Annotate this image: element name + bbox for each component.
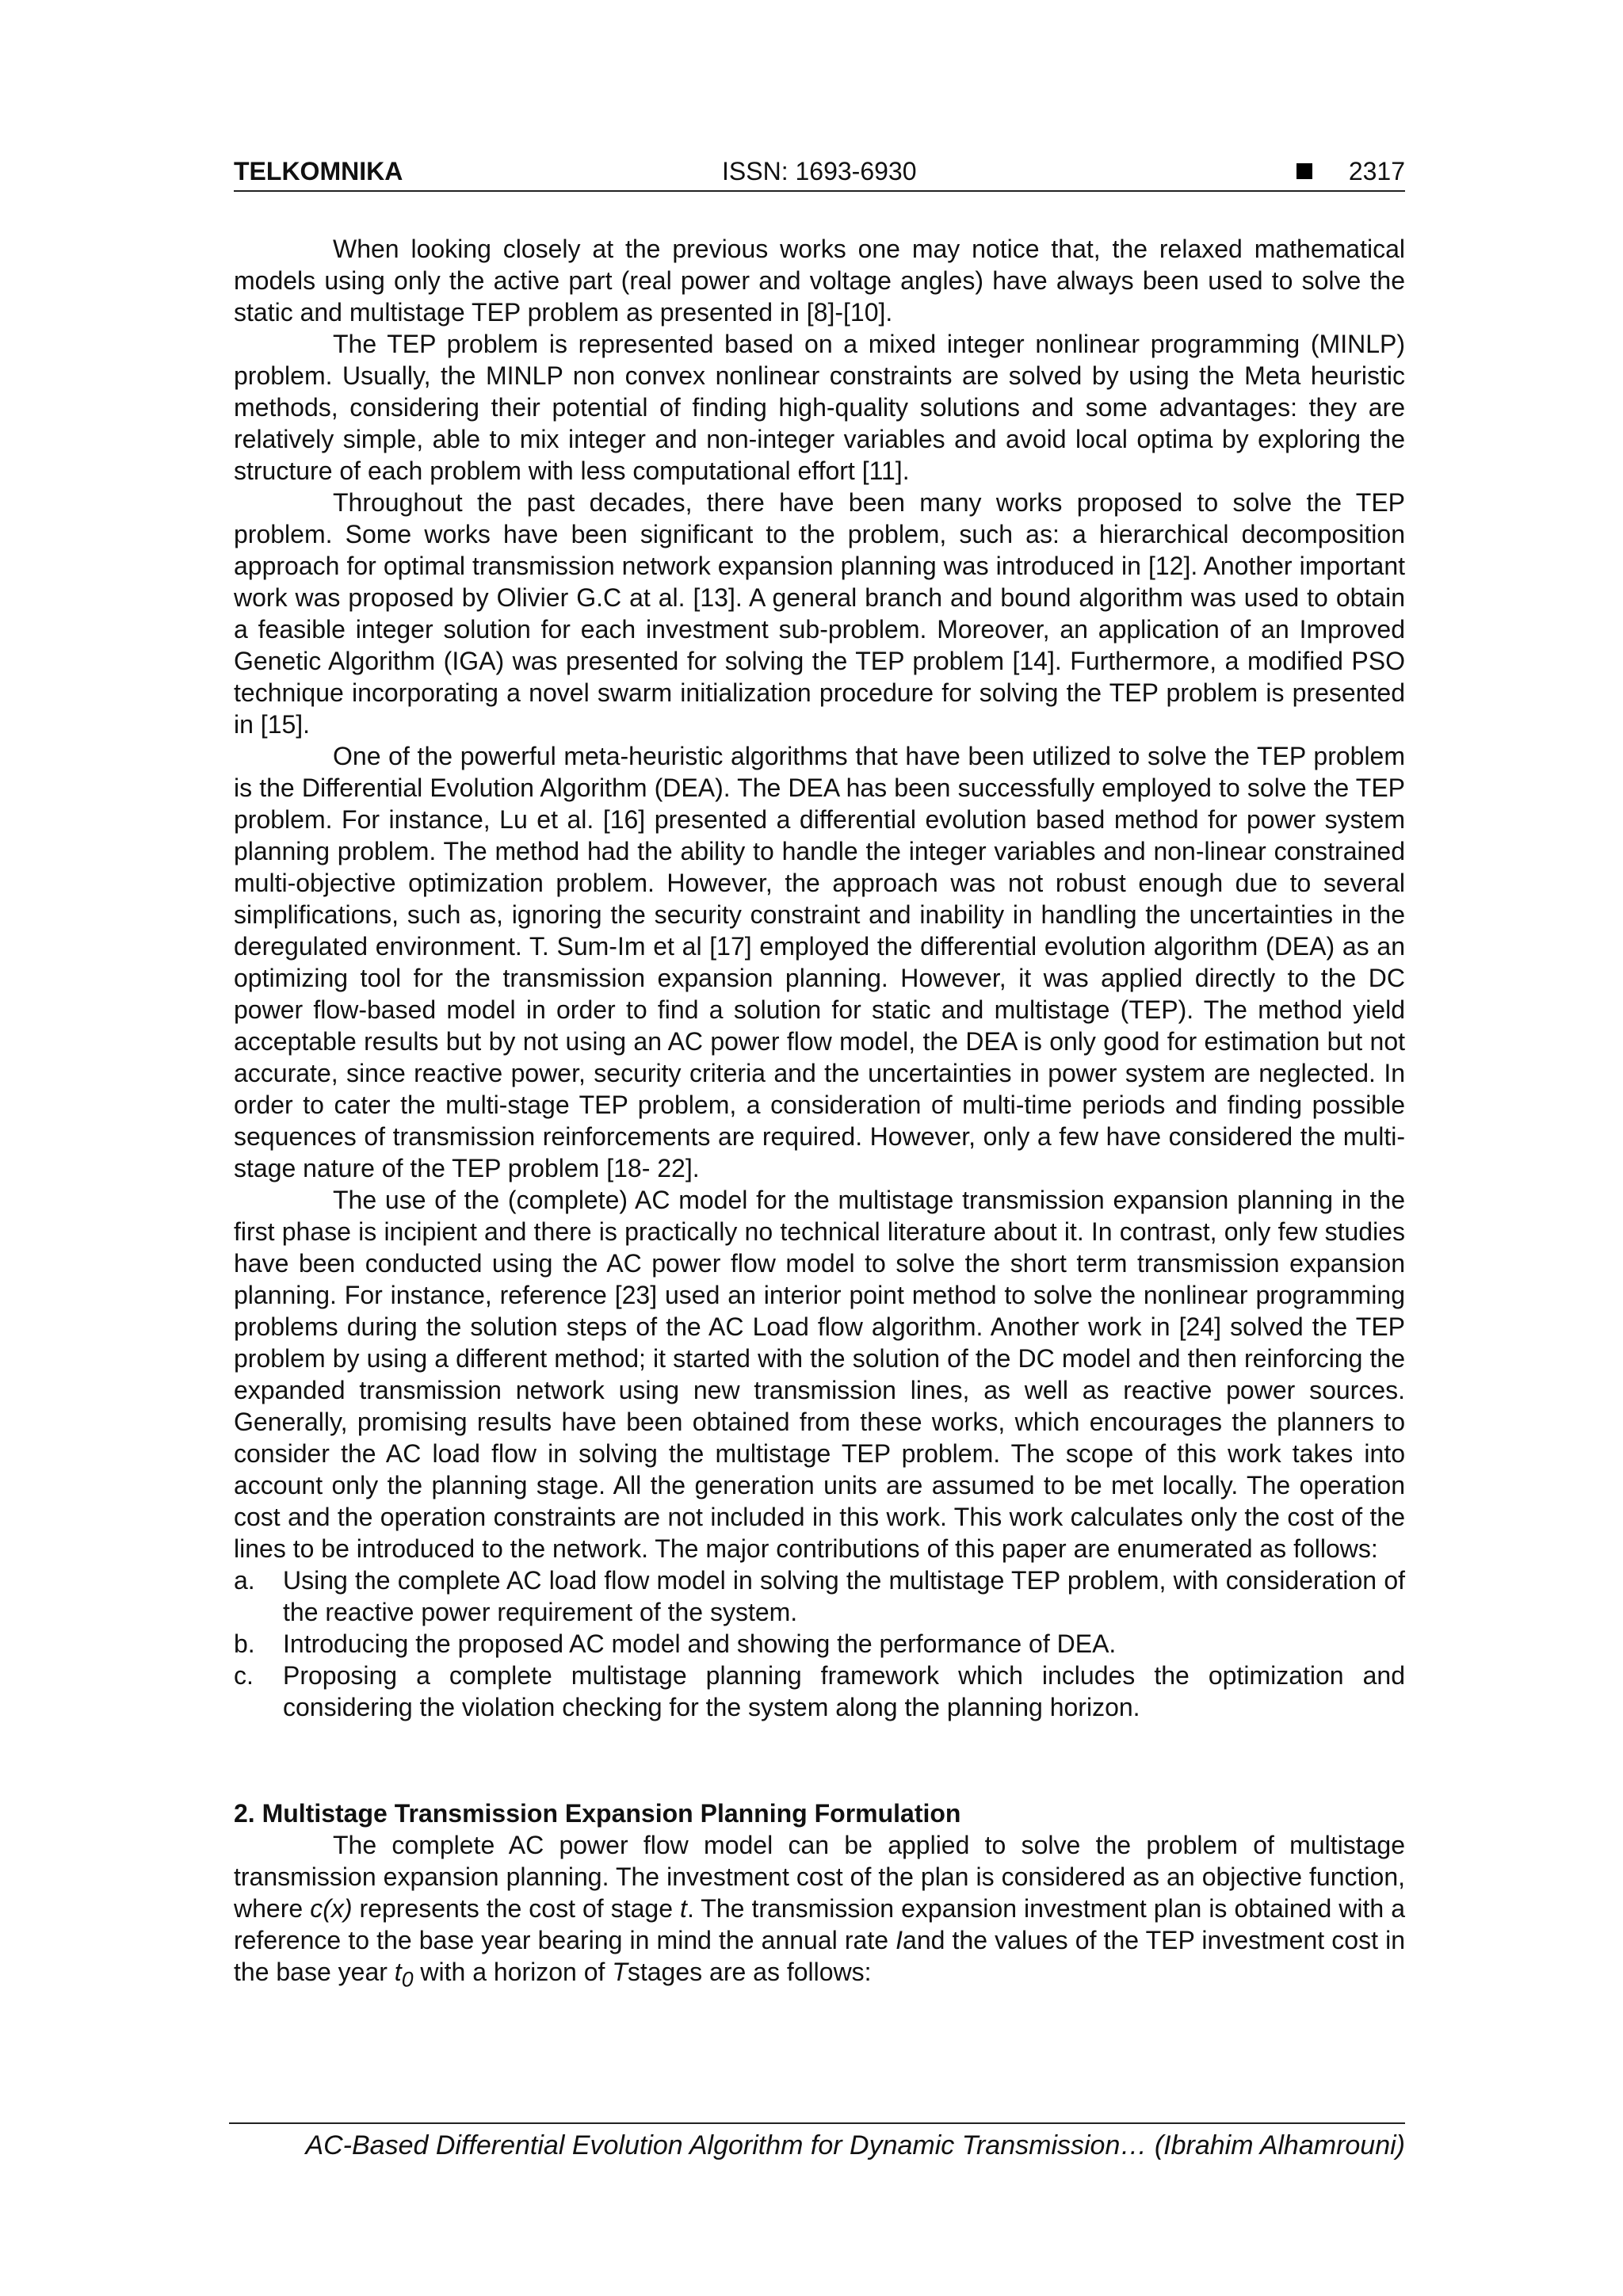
list-item-text: Introducing the proposed AC model and showing the performance of DEA.: [283, 1629, 1117, 1658]
issn: ISSN: 1693-6930: [722, 157, 917, 185]
math-T: T: [612, 1958, 628, 1986]
math-t0: [394, 1958, 414, 1992]
page-number: 2317: [1348, 157, 1405, 185]
page-number-group: [1296, 155, 1405, 187]
page: [234, 155, 1405, 1995]
square-bullet-icon: [1296, 163, 1312, 179]
paragraph: One of the powerful meta-heuristic algorithms that have been utilized to solve the TEP problem is the Differential Evolution Algorithm (DEA). The DEA has been successfully employed to solve the TEP problem. For instance, Lu et al. [16] presented a differential evolution based method for power system planning problem. The method had the ability to handle the integer variables and non-linear constrained multi-objective optimization problem. However, the approach was not robust enough due to several simplifications, such as, ignoring the security constraint and inability in handling the uncertainties in the deregulated environment. T. Sum-Im et al [17] employed the differential evolution algorithm (DEA) as an optimizing tool for the transmission expansion planning. However, it was applied directly to the DC power flow-based model in order to find a solution for static and multistage (TEP). The method yield acceptable results but by not using an AC power flow model, the DEA is only good for estimation but not accurate, since reactive power, security criteria and the uncertainties in power system are neglected. In order to cater the multi-stage TEP problem, a consideration of multi-time periods and finding possible sequences of transmission reinforcements are required. However, only a few have considered the multi-stage nature of the TEP problem [18- 22].: [234, 742, 1405, 1182]
text-run: with a horizon of: [413, 1958, 613, 1986]
paragraph: Throughout the past decades, there have been many works proposed to solve the TEP problem. Some works have been significant to the problem, such as: a hierarchical decomposition approach for optimal transmission network expansion planning was introduced in [12]. Another important work was proposed by Olivier G.C at al. [13]. A general branch and bound algorithm was used to obtain a feasible integer solution for each investment sub-problem. Moreover, an application of an Improved Genetic Algorithm (IGA) was presented for solving the TEP problem [14]. Furthermore, a modified PSO technique incorporating a novel swarm initialization procedure for solving the TEP problem is presented in [15].: [234, 488, 1405, 739]
math-t0-sub: 0: [401, 1967, 414, 1992]
page-footer: AC-Based Differential Evolution Algorithm for Dynamic Transmission… (Ibrahim Alhamrouni): [229, 2122, 1405, 2164]
text-run: The complete AC power flow model can be applied to solve the problem of multistage transmission expansion planning. The investment cost of the plan is considered as an objective function, where: [234, 1831, 1405, 1923]
text-run: represents the cost of stage: [352, 1894, 681, 1923]
list-item-label: c.: [234, 1661, 254, 1690]
math-t: t: [680, 1894, 687, 1923]
math-I: I: [896, 1926, 903, 1954]
body-text: [234, 233, 1405, 1995]
contributions-list: [234, 1564, 1405, 1723]
text-run: . The transmission expansion investment plan is obtained with a reference to the base year bearing in mind the annual rate: [234, 1894, 1406, 1954]
paragraph: The TEP problem is represented based on a mixed integer nonlinear programming (MINLP) problem. Usually, the MINLP non convex nonlinear constraints are solved by using the Meta heuristic methods, considering their potential of finding high-quality solutions and some advantages: they are relatively simple, able to mix integer and non-integer variables and avoid local optima by exploring the structure of each problem with less computational effort [11].: [234, 330, 1405, 485]
math-cx: c(x): [310, 1894, 353, 1923]
paragraph: When looking closely at the previous works one may notice that, the relaxed mathematical models using only the active part (real power and voltage angles) have always been used to solve the static and multistage TEP problem as presented in [8]-[10].: [234, 235, 1405, 327]
list-item-label: a.: [234, 1566, 255, 1595]
list-item: [234, 1628, 1405, 1660]
list-item-text: Using the complete AC load flow model in solving the multistage TEP problem, with consideration of the reactive power requirement of the system.: [283, 1566, 1405, 1626]
list-item-text: Proposing a complete multistage planning framework which includes the optimization and considering the violation checking for the system along the planning horizon.: [283, 1661, 1405, 1721]
list-item-label: b.: [234, 1629, 255, 1658]
text-run: and the values of the TEP investment cost in the base year: [234, 1926, 1406, 1986]
paragraph: The use of the (complete) AC model for the multistage transmission expansion planning in the first phase is incipient and there is practically no technical literature about it. In contrast, only few studies have been conducted using the AC power flow model to solve the short term transmission expansion planning. For instance, reference [23] used an interior point method to solve the nonlinear programming problems during the solution steps of the AC Load flow algorithm. Another work in [24] solved the TEP problem by using a different method; it started with the solution of the DC model and then reinforcing the expanded transmission network using new transmission lines, as well as reactive power sources. Generally, promising results have been obtained from these works, which encourages the planners to consider the AC load flow in solving the multistage TEP problem. The scope of this work takes into account only the planning stage. All the generation units are assumed to be met locally. The operation cost and the operation constraints are not included in this work. This work calculates only the cost of the lines to be introduced to the network. The major contributions of this paper are enumerated as follows:: [234, 1186, 1405, 1563]
section-heading: 2. Multistage Transmission Expansion Planning Formulation: [234, 1799, 961, 1828]
text-run: stages are as follows:: [627, 1958, 872, 1986]
journal-name: TELKOMNIKA: [234, 157, 403, 185]
math-t0-base: t: [394, 1958, 402, 1986]
section-paragraph: [234, 1829, 1405, 1995]
page-header: [234, 155, 1405, 192]
list-item: [234, 1660, 1405, 1723]
list-item: [234, 1564, 1405, 1628]
